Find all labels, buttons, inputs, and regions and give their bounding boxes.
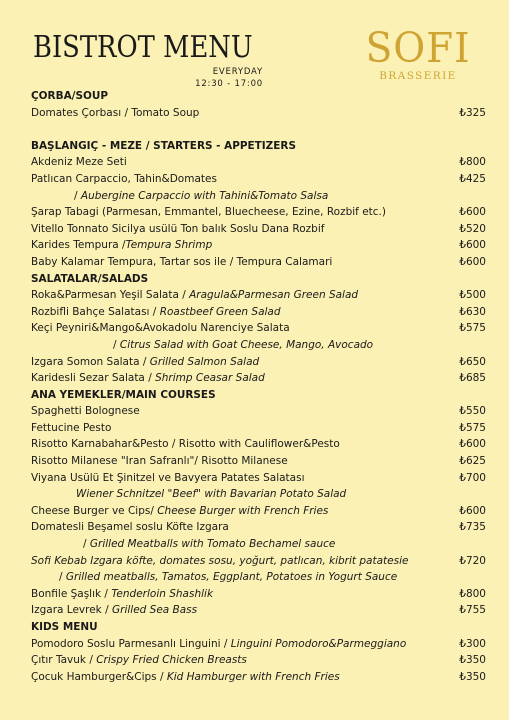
section-title-kids: KIDS MENU bbox=[31, 620, 98, 633]
menu-item bbox=[31, 354, 486, 371]
item-price: ₺735 bbox=[459, 521, 486, 534]
item-price: ₺425 bbox=[459, 172, 486, 185]
menu-item bbox=[31, 287, 486, 304]
item-price: ₺600 bbox=[459, 504, 486, 517]
item-name: Fettucine Pesto bbox=[31, 421, 112, 434]
service-hours bbox=[195, 66, 263, 90]
item-price: ₺520 bbox=[459, 222, 486, 235]
item-name: Çocuk Hamburger&Cips / bbox=[31, 670, 167, 683]
menu-item bbox=[31, 237, 486, 254]
hours-text: 12:30 - 17:00 bbox=[195, 79, 263, 89]
menu-item-description bbox=[31, 337, 486, 354]
item-english: Tenderloin Shashlik bbox=[111, 587, 214, 600]
item-name: Domates Çorbası / Tomato Soup bbox=[31, 106, 200, 119]
menu-item bbox=[31, 602, 486, 619]
item-english: Crispy Fried Chicken Breasts bbox=[96, 654, 247, 667]
item-price: ₺500 bbox=[459, 289, 486, 302]
item-name: Cheese Burger ve Cips/ bbox=[31, 504, 158, 517]
section-title-starters: BAŞLANGIÇ - MEZE / STARTERS - APPETIZERS bbox=[31, 138, 296, 152]
menu-item bbox=[31, 553, 486, 570]
everyday-label: EVERYDAY bbox=[212, 67, 263, 77]
item-name: Izgara Levrek / bbox=[31, 604, 112, 617]
item-english: Aragula&Parmesan Green Salad bbox=[189, 289, 359, 302]
item-price: ₺350 bbox=[459, 654, 486, 667]
item-price: ₺700 bbox=[459, 471, 486, 484]
item-english: Grilled Sea Bass bbox=[111, 604, 198, 617]
item-price: ₺800 bbox=[459, 587, 486, 600]
item-price: ₺600 bbox=[459, 206, 486, 219]
menu-item-description bbox=[31, 486, 486, 503]
menu-item bbox=[31, 320, 486, 337]
item-price: ₺755 bbox=[459, 604, 486, 617]
item-name: Baby Kalamar Tempura, Tartar sos ile / Tempura Calamari bbox=[31, 255, 333, 268]
menu-item bbox=[31, 154, 486, 171]
item-name: / bbox=[83, 538, 90, 551]
menu-item bbox=[31, 436, 486, 453]
item-price: ₺685 bbox=[459, 372, 486, 385]
item-english: Citrus Salad with Goat Cheese, Mango, Avocado bbox=[119, 338, 374, 351]
item-price: ₺800 bbox=[459, 156, 486, 169]
menu-item bbox=[31, 503, 486, 520]
item-name: Viyana Usülü Et Şinitzel ve Bavyera Patates Salatası bbox=[31, 471, 305, 484]
item-english: Wiener Schnitzel "Beef" with Bavarian Potato Salad bbox=[76, 488, 347, 501]
section-title-soup: ÇORBA/SOUP bbox=[31, 89, 109, 102]
menu-item bbox=[31, 470, 486, 487]
item-price: ₺575 bbox=[459, 322, 486, 335]
item-name: Bonfile Şaşlık / bbox=[31, 587, 112, 600]
section-title-mains: ANA YEMEKLER/MAIN COURSES bbox=[31, 387, 216, 401]
item-price: ₺575 bbox=[459, 421, 486, 434]
menu-item bbox=[31, 652, 486, 669]
item-english: Linguini Pomodoro&Parmeggiano bbox=[230, 637, 407, 650]
menu-item bbox=[31, 254, 486, 271]
item-name: / bbox=[74, 189, 81, 202]
item-english: Aubergine Carpaccio with Tahini&Tomato Salsa bbox=[80, 189, 329, 202]
item-name: Domatesli Beşamel soslu Köfte Izgara bbox=[31, 521, 229, 534]
menu-item bbox=[31, 105, 486, 122]
item-name: / bbox=[113, 338, 120, 351]
menu-item bbox=[31, 636, 486, 653]
item-price: ₺600 bbox=[459, 255, 486, 268]
menu-item bbox=[31, 304, 486, 321]
menu-item-description bbox=[31, 188, 486, 205]
menu-item-description bbox=[31, 569, 486, 586]
item-english: Kid Hamburger with French Fries bbox=[166, 670, 340, 683]
menu-item bbox=[31, 586, 486, 603]
item-price: ₺300 bbox=[459, 637, 486, 650]
menu-item bbox=[31, 171, 486, 188]
item-price: ₺720 bbox=[459, 554, 486, 567]
item-english: Shrimp Ceasar Salad bbox=[155, 372, 265, 385]
item-price: ₺625 bbox=[459, 455, 486, 468]
item-price: ₺325 bbox=[459, 106, 486, 119]
item-name: Patlıcan Carpaccio, Tahin&Domates bbox=[31, 172, 217, 185]
menu-item bbox=[31, 403, 486, 420]
item-price: ₺600 bbox=[459, 438, 486, 451]
menu-item-description bbox=[31, 536, 486, 553]
item-name: Keçi Peyniri&Mango&Avokadolu Narenciye Salata bbox=[31, 322, 290, 335]
item-name: Risotto Milanese "Iran Safranlı"/ Risotto Milanese bbox=[31, 455, 288, 468]
menu-item bbox=[31, 453, 486, 470]
item-name: / bbox=[59, 571, 66, 584]
item-price: ₺650 bbox=[459, 355, 486, 368]
item-price: ₺550 bbox=[459, 405, 486, 418]
item-english: Grilled Meatballs with Tomato Bechamel sauce bbox=[89, 538, 336, 551]
item-name: Pomodoro Soslu Parmesanlı Linguini / bbox=[31, 637, 231, 650]
item-name: Karidesli Sezar Salata / bbox=[31, 372, 156, 385]
logo-subtitle: BRASSERIE bbox=[379, 70, 457, 82]
section-title-salads: SALATALAR/SALADS bbox=[31, 271, 149, 285]
item-name: Risotto Karnabahar&Pesto / Risotto with Cauliflower&Pesto bbox=[31, 438, 340, 451]
item-english: Sofi Kebab Izgara köfte, domates sosu, yoğurt, patlıcan, kibrit patatesie bbox=[31, 554, 409, 567]
item-english: Cheese Burger with French Fries bbox=[157, 504, 329, 517]
item-english: Roastbeef Green Salad bbox=[159, 305, 281, 318]
menu-item bbox=[31, 669, 486, 686]
menu-item bbox=[31, 420, 486, 437]
logo-brand: SOFI bbox=[365, 24, 471, 72]
item-name: Rozbifli Bahçe Salatası / bbox=[31, 305, 160, 318]
item-english: Grilled meatballs, Tamatos, Eggplant, Potatoes in Yogurt Sauce bbox=[65, 571, 398, 584]
item-name: Spaghetti Bolognese bbox=[31, 405, 140, 418]
menu-item bbox=[31, 370, 486, 387]
item-name: Şarap Tabagi (Parmesan, Emmantel, Bluecheese, Ezine, Rozbif etc.) bbox=[31, 206, 386, 219]
menu-item bbox=[31, 204, 486, 221]
item-english: Grilled Salmon Salad bbox=[149, 355, 260, 368]
item-name: Çıtır Tavuk / bbox=[31, 654, 97, 667]
menu-item bbox=[31, 221, 486, 238]
menu-title: BISTROT MENU bbox=[33, 30, 253, 65]
menu-list bbox=[31, 88, 486, 685]
item-name: Roka&Parmesan Yeşil Salata / bbox=[31, 289, 190, 302]
item-price: ₺350 bbox=[459, 670, 486, 683]
item-name: Akdeniz Meze Seti bbox=[31, 156, 127, 169]
item-price: ₺630 bbox=[459, 305, 486, 318]
item-name: Karides Tempura / bbox=[31, 239, 126, 252]
item-price: ₺600 bbox=[459, 239, 486, 252]
menu-item bbox=[31, 519, 486, 536]
item-english: Tempura Shrimp bbox=[125, 239, 213, 252]
item-name: Izgara Somon Salata / bbox=[31, 355, 150, 368]
sofi-logo bbox=[360, 26, 476, 82]
item-name: Vitello Tonnato Sicilya usülü Ton balık Soslu Dana Rozbif bbox=[31, 222, 325, 235]
